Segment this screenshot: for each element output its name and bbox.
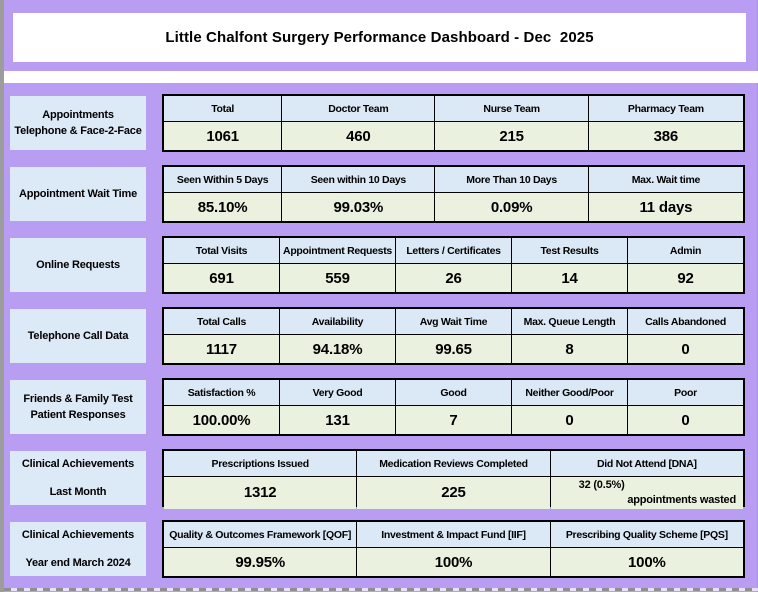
row-label-line: Telephone & Face-2-Face (14, 124, 142, 137)
row-label-line: Clinical Achievements (21, 457, 135, 470)
value-cell: 460 (282, 122, 434, 150)
column-header-cell: Avg Wait Time (396, 309, 511, 334)
value-cell: 386 (589, 122, 743, 150)
dashboard-row (0, 236, 758, 294)
value-cell: 26 (396, 264, 511, 292)
value-cell: 0 (628, 335, 743, 363)
column-header-cell: Total (164, 96, 281, 121)
selection-marching-ants-border (4, 588, 758, 591)
value-cell: 1312 (164, 477, 356, 509)
value-cell (551, 477, 743, 509)
value-cell: 559 (280, 264, 395, 292)
title-separator-strip (4, 71, 758, 83)
value-cell: 8 (512, 335, 627, 363)
dashboard-row (0, 94, 758, 152)
value-cell: 0 (628, 406, 743, 434)
row-label-line: Year end March 2024 (25, 557, 131, 569)
column-header-cell: Doctor Team (282, 96, 434, 121)
dashboard-rows (0, 94, 758, 591)
column-header-cell: Pharmacy Team (589, 96, 743, 121)
dashboard-row (0, 307, 758, 365)
dashboard-title-bar (13, 13, 746, 62)
column-header-cell: Medication Reviews Completed (357, 451, 549, 476)
column-header-cell: Appointment Requests (280, 238, 395, 263)
value-cell-line: appointments wasted (627, 493, 736, 506)
column-header-cell: Neither Good/Poor (512, 380, 627, 405)
column-header-cell: Admin (628, 238, 743, 263)
row-label (10, 522, 146, 576)
column-header-cell: Availability (280, 309, 395, 334)
metrics-table (162, 236, 745, 294)
column-header-cell: Did Not Attend [DNA] (551, 451, 743, 476)
value-cell-line: 32 (0.5%) (578, 479, 625, 491)
value-cell: 215 (435, 122, 587, 150)
row-label-line: Last Month (49, 486, 107, 498)
column-header-cell: Good (396, 380, 511, 405)
row-label (10, 238, 146, 292)
dashboard-row (0, 165, 758, 223)
value-cell: 100% (551, 548, 743, 576)
metrics-table (162, 307, 745, 365)
dashboard-row (0, 378, 758, 436)
value-cell: 0 (512, 406, 627, 434)
metrics-table (162, 165, 745, 223)
value-cell: 85.10% (164, 193, 281, 221)
value-cell: 99.95% (164, 548, 356, 576)
value-cell: 131 (280, 406, 395, 434)
value-cell: 225 (357, 477, 549, 509)
metrics-table (162, 520, 745, 578)
row-label (10, 167, 146, 221)
column-header-cell: Total Visits (164, 238, 279, 263)
row-label (10, 309, 146, 363)
value-cell: 691 (164, 264, 279, 292)
column-header-cell: Very Good (280, 380, 395, 405)
value-cell: 14 (512, 264, 627, 292)
row-label-line: Patient Responses (30, 408, 126, 421)
value-cell: 100% (357, 548, 549, 576)
row-label (10, 451, 146, 505)
dashboard-row (0, 520, 758, 578)
page-title: Little Chalfont Surgery Performance Dashboard - Dec 2025 (165, 29, 594, 46)
row-label-line: Appointment Wait Time (18, 187, 138, 200)
row-label-line: Telephone Call Data (27, 329, 129, 342)
column-header-cell: Satisfaction % (164, 380, 279, 405)
value-cell: 0.09% (435, 193, 587, 221)
metrics-table (162, 378, 745, 436)
column-header-cell: Nurse Team (435, 96, 587, 121)
value-cell: 99.65 (396, 335, 511, 363)
column-header-cell: Total Calls (164, 309, 279, 334)
value-cell: 100.00% (164, 406, 279, 434)
row-label-line: Friends & Family Test (23, 393, 133, 406)
column-header-cell: Test Results (512, 238, 627, 263)
row-label-line: Appointments (42, 109, 114, 122)
column-header-cell: Max. Queue Length (512, 309, 627, 334)
column-header-cell: Quality & Outcomes Framework [QOF] (164, 522, 356, 547)
row-label (10, 380, 146, 434)
column-header-cell: Prescribing Quality Scheme [PQS] (551, 522, 743, 547)
value-cell: 94.18% (280, 335, 395, 363)
column-header-cell: Investment & Impact Fund [IIF] (357, 522, 549, 547)
value-cell: 1117 (164, 335, 279, 363)
value-cell: 7 (396, 406, 511, 434)
column-header-cell: Max. Wait time (589, 167, 743, 192)
value-cell: 92 (628, 264, 743, 292)
row-label-line: Online Requests (36, 258, 120, 271)
column-header-cell: Letters / Certificates (396, 238, 511, 263)
row-label-line: Clinical Achievements (21, 528, 135, 541)
value-cell: 11 days (589, 193, 743, 221)
row-label (10, 96, 146, 150)
column-header-cell: Calls Abandoned (628, 309, 743, 334)
value-cell: 1061 (164, 122, 281, 150)
value-cell: 99.03% (282, 193, 434, 221)
metrics-table (162, 449, 745, 507)
column-header-cell: Seen Within 5 Days (164, 167, 281, 192)
metrics-table (162, 94, 745, 152)
dashboard-row (0, 449, 758, 507)
column-header-cell: Poor (628, 380, 743, 405)
column-header-cell: More Than 10 Days (435, 167, 587, 192)
column-header-cell: Seen within 10 Days (282, 167, 434, 192)
column-header-cell: Prescriptions Issued (164, 451, 356, 476)
